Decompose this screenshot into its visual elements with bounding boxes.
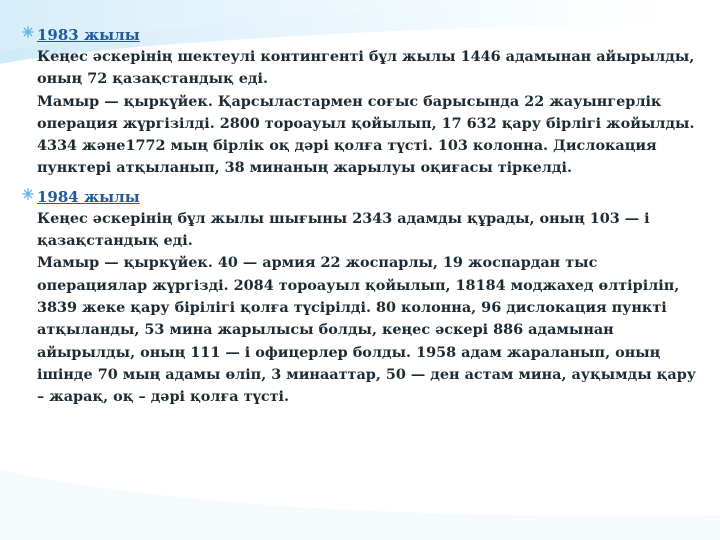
star-bullet-icon bbox=[22, 26, 34, 38]
entry-1984 bbox=[22, 186, 702, 409]
paragraph-1984-operations: Мамыр — қыркүйек. 40 — армия 22 жоспарлы, 19 жоспардан тыс операциялар жүргізді. 2084 тороауыл қойылып, 18184 моджахед өлтіріліп, 3839 жеке қару бірілігі қолға түсірілді. 80 колонна, 96 дислокация пункті атқыланды, 53 мина жарылысы болды, кеңес әскері 886 адамынан айырылды, оның 111 — і офицерлер болды. 1958 адам жараланып, оның ішінде 70 мың адамы өліп, 3 минааттар, 50 — ден астам мина, ауқымды қару – жарақ, оқ – дәрі қолға түсті. bbox=[37, 254, 696, 406]
paragraph-1983-losses: Кеңес әскерінің шектеулі контингенті бұл жылы 1446 адамынан айырылды, оның 72 қазақстандық еді. bbox=[37, 48, 695, 88]
star-bullet-icon bbox=[22, 188, 34, 200]
slide-content bbox=[22, 24, 702, 414]
paragraph-1984-losses: Кеңес әскерінің бұл жылы шығыны 2343 адамды құрады, оның 103 — і қазақстандық еді. bbox=[37, 209, 650, 250]
entry-1983 bbox=[22, 24, 702, 180]
paragraph-1983-operations: Мамыр — қыркүйек. Қарсыластармен соғыс барысында 22 жауынгерлік операция жүргізілді. 2800 тороауыл қойылып, 17 632 қару бірлігі жойылды. 4334 және1772 мың бірлік оқ дәрі қолға түсті. 103 колонна. Дислокация пунктері атқыланып, 38 минаның жарылуы оқиғасы тіркелді. bbox=[37, 92, 695, 177]
year-heading-1983: 1983 жылы bbox=[37, 26, 140, 44]
year-heading-1984: 1984 жылы bbox=[37, 187, 140, 206]
